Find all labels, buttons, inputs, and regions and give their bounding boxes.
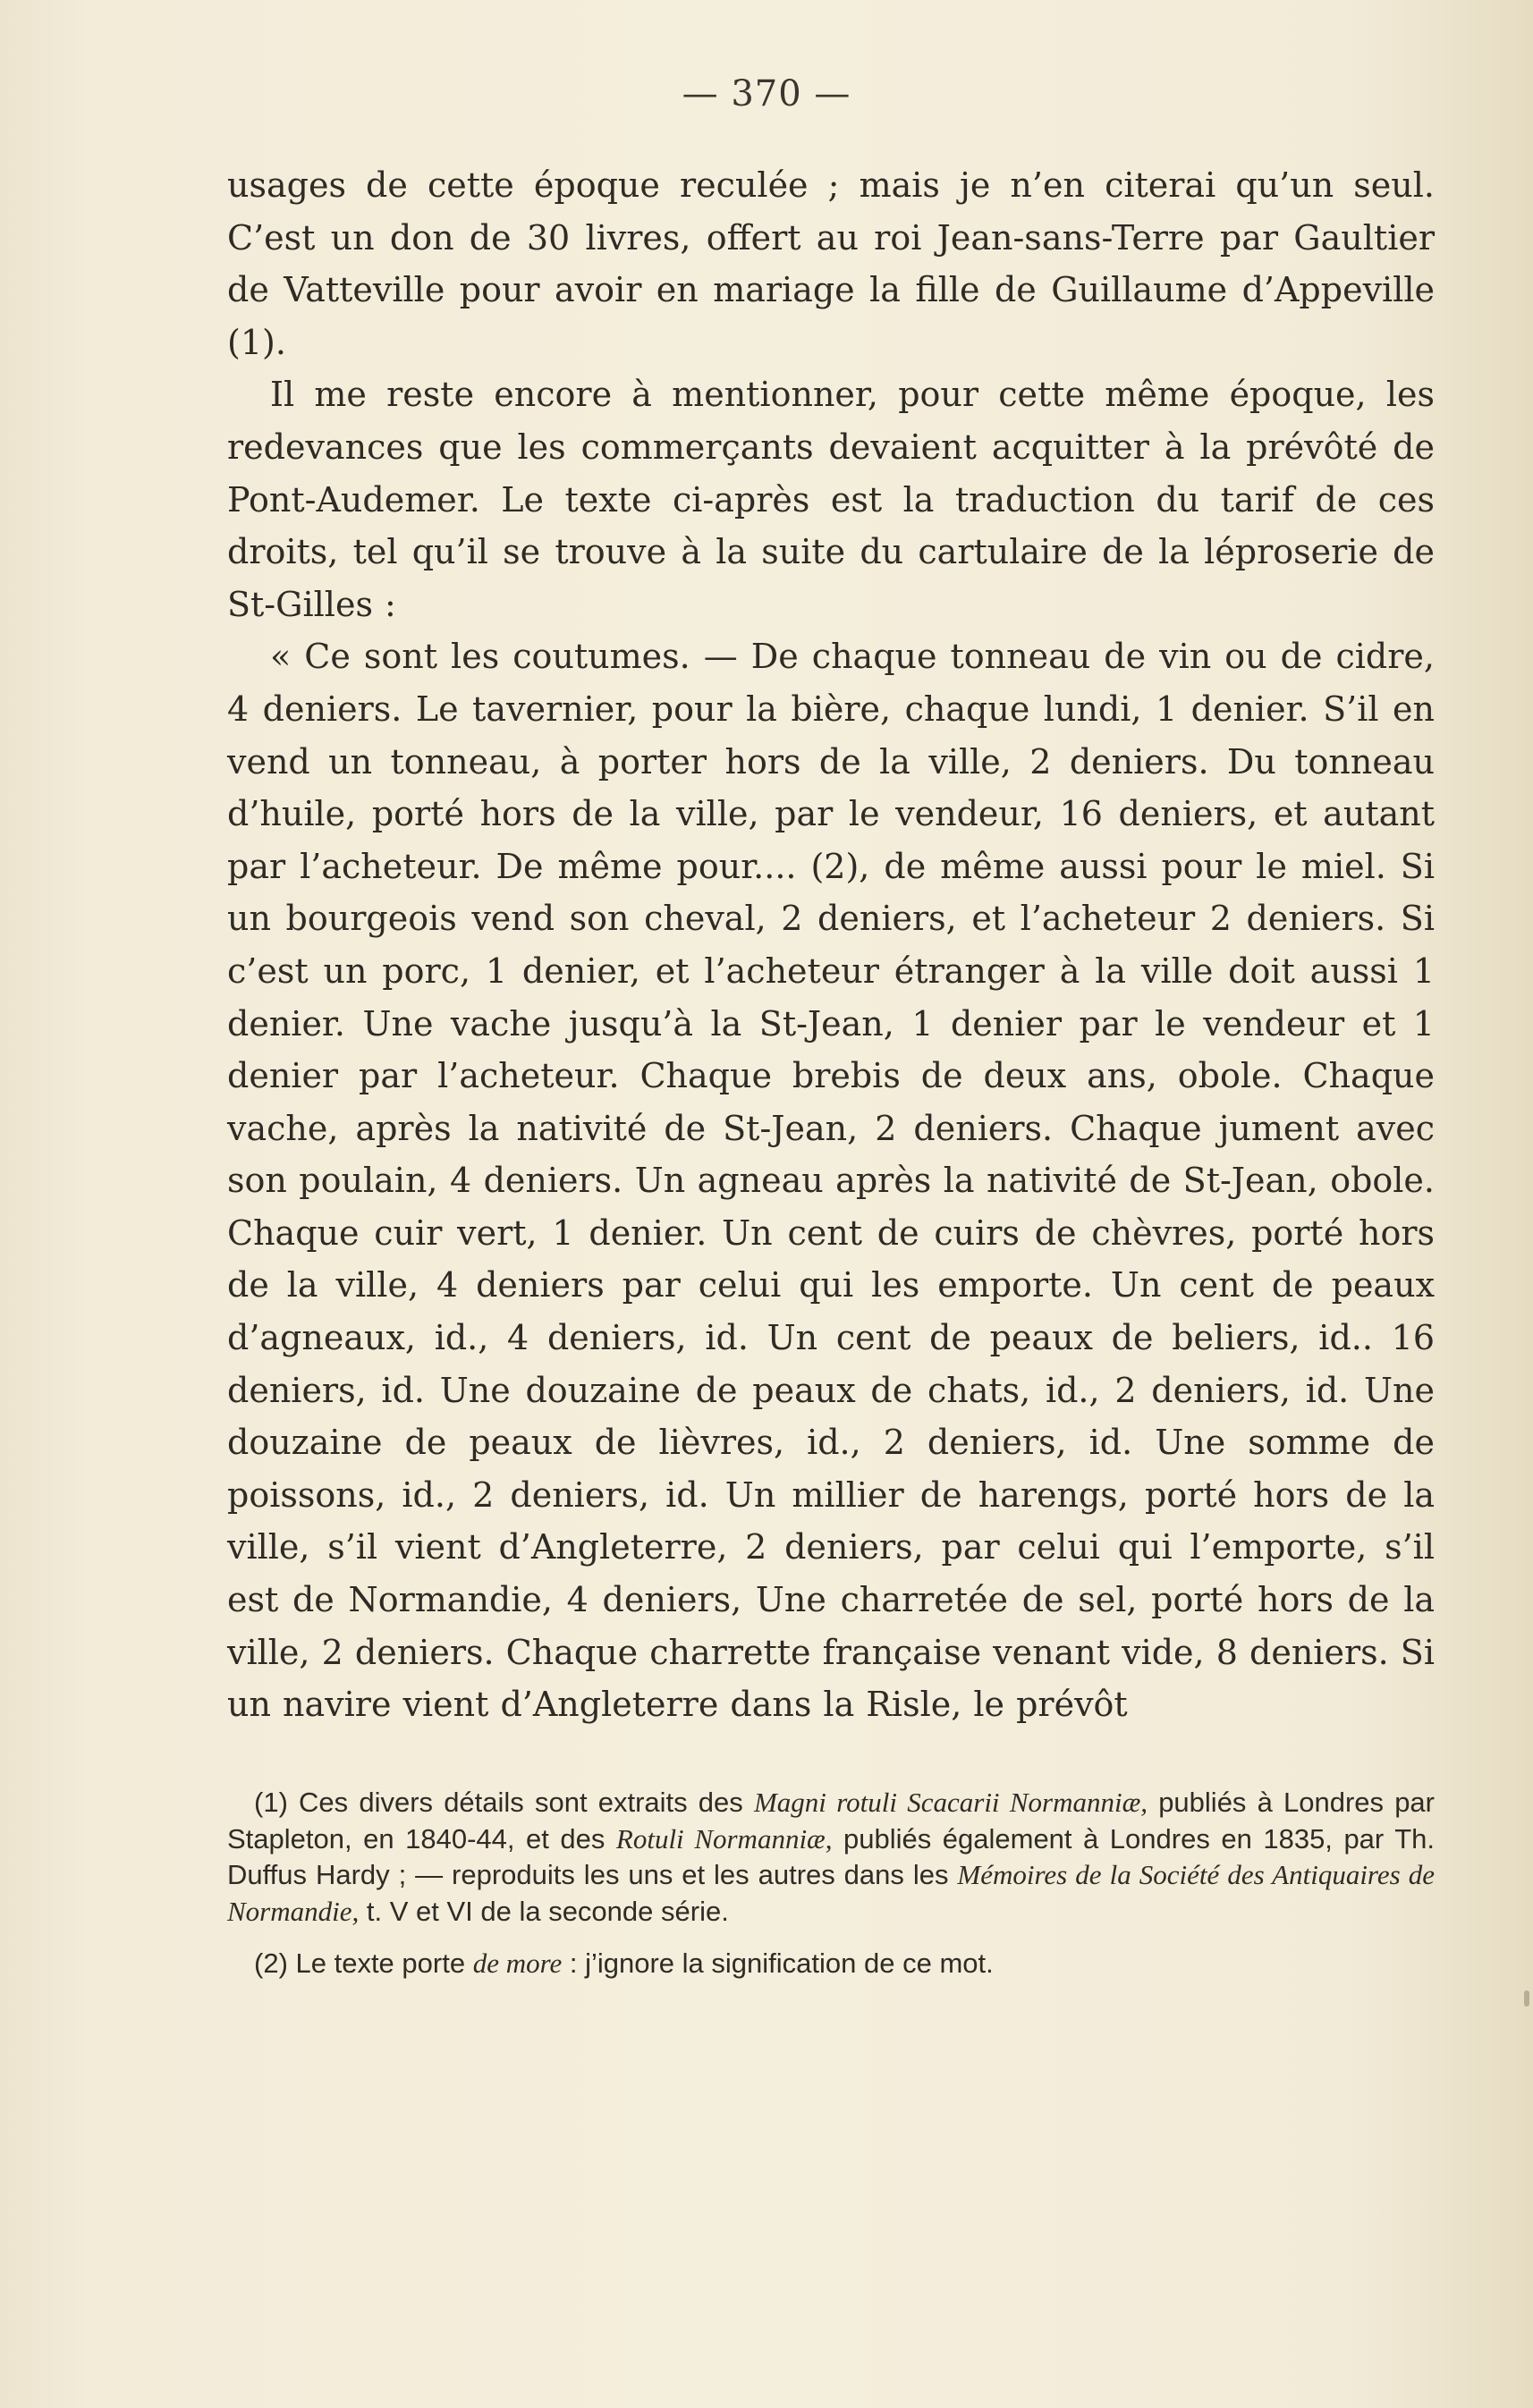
footnotes <box>227 1785 1435 1982</box>
footnote-1-text-c: publiés à Londres par Stapleton, en 1840-44, et des <box>227 1787 1435 1855</box>
footnote-2 <box>227 1946 1435 1982</box>
paragraph-2: Il me reste encore à mentionner, pour cette même époque, les redevances que les commerçants devaient acquitter à la prévôté de Pont-Audemer. Le texte ci-après est la traduction du tarif de ces droits, tel qu’il se trouve à la suite du cartulaire de la léproserie de St-Gilles : <box>227 375 1435 624</box>
footnote-1-title-b: Rotuli Normanniæ, <box>615 1822 833 1855</box>
footnote-2-term: de more <box>472 1948 563 1979</box>
body-text <box>227 159 1435 1731</box>
footnote-1-title-a: Magni rotuli Scacarii Normanniæ, <box>753 1787 1148 1818</box>
page-edge-mark <box>1524 1990 1529 2007</box>
footnote-2-text-a: (2) Le texte porte <box>254 1948 473 1979</box>
footnote-2-text-c: : j’ignore la signification de ce mot. <box>562 1948 994 1979</box>
footnote-1-text-a: (1) Ces divers détails sont extraits des <box>254 1787 754 1818</box>
footnote-1-title-c: Mémoires de la Société des Antiquaires de Normandie, <box>227 1859 1435 1927</box>
footnote-1-text-e: publiés également à Londres en 1835, par Th. Duffus Hardy ; — reproduits les uns et les autres dans les <box>227 1822 1435 1890</box>
footnote-1-text-g: t. V et VI de la seconde série. <box>359 1895 729 1927</box>
footnote-1 <box>227 1785 1435 1930</box>
paragraph-3: « Ce sont les coutumes. — De chaque tonneau de vin ou de cidre, 4 deniers. Le tavernier, pour la bière, chaque lundi, 1 denier. S’il en vend un tonneau, à porter hors de la ville, 2 deniers. Du tonneau d’huile, porté hors de la ville, par le vendeur, 16 deniers, et autant par l’acheteur. De même pour.... (2), de même aussi pour le miel. Si un bourgeois vend son cheval, 2 deniers, et l’acheteur 2 deniers. Si c’est un porc, 1 denier, et l’acheteur étranger à la ville doit aussi 1 denier. Une vache jusqu’à la St-Jean, 1 denier par le vendeur et 1 denier par l’acheteur. Chaque brebis de deux ans, obole. Chaque vache, après la nativité de St-Jean, 2 deniers. Chaque jument avec son poulain, 4 deniers. Un agneau après la nativité de St-Jean, obole. Chaque cuir vert, 1 denier. Un cent de cuirs de chèvres, porté hors de la ville, 4 deniers par celui qui les emporte. Un cent de peaux d’agneaux, id., 4 deniers, id. Un cent de peaux de beliers, id.. 16 deniers, id. Une douzaine de peaux de chats, id., 2 deniers, id. Une douzaine de peaux de lièvres, id., 2 deniers, id. Une somme de poissons, id., 2 deniers, id. Un millier de harengs, porté hors de la ville, s’il vient d’Angleterre, 2 deniers, par celui qui l’emporte, s’il est de Normandie, 4 deniers, Une charretée de sel, porté hors de la ville, 2 deniers. Chaque charrette française venant vide, 8 deniers. Si un navire vient d’Angleterre dans la Risle, le prévôt <box>227 637 1435 1725</box>
page-number: — 370 — <box>682 73 851 114</box>
paragraph-1: usages de cette époque reculée ; mais je n’en citerai qu’un seul. C’est un don de 30 livres, offert au roi Jean-sans-Terre par Gaultier de Vatteville pour avoir en mariage la fille de Guillaume d’Appeville (1). <box>227 165 1435 362</box>
